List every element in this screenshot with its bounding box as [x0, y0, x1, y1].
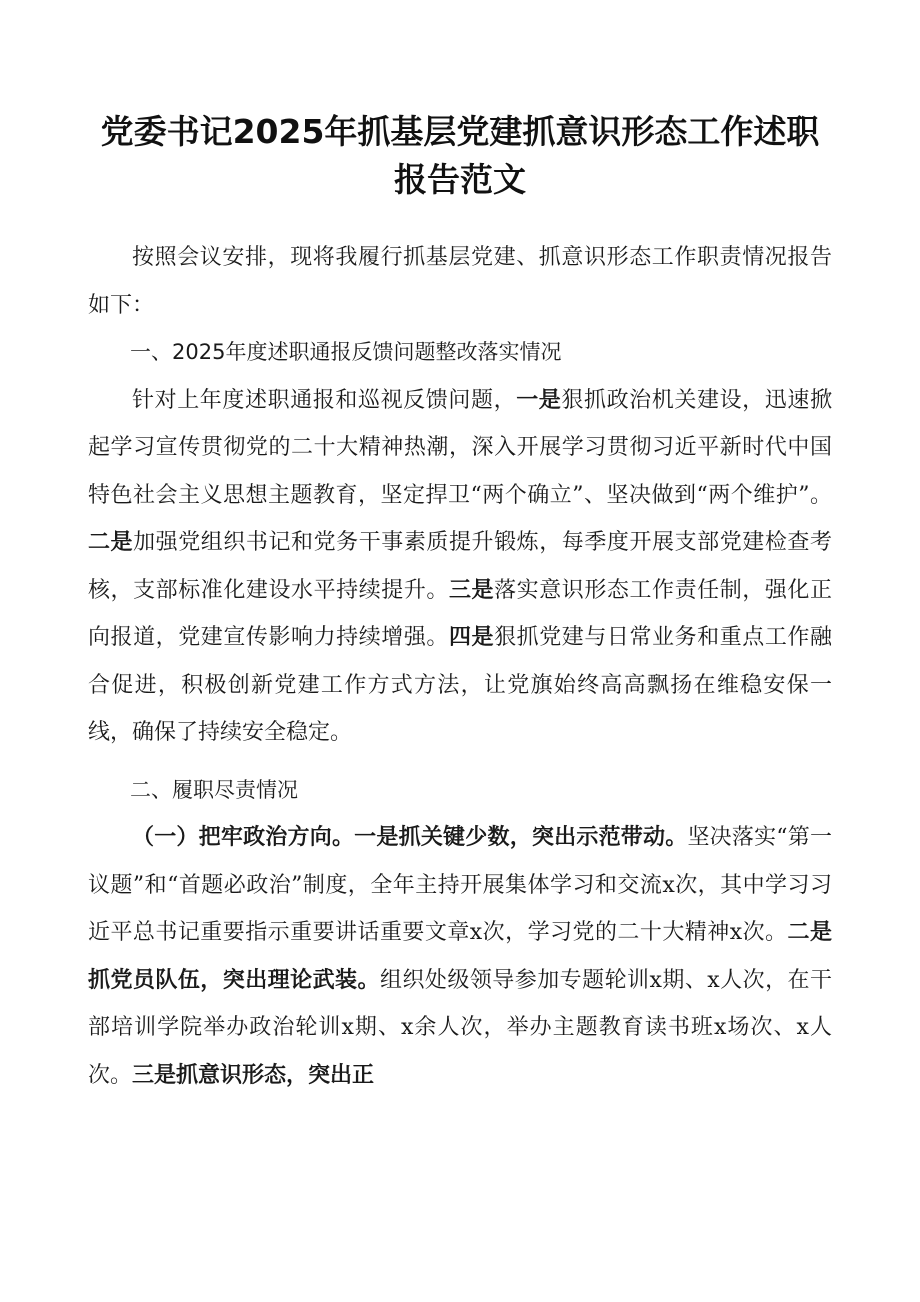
section-1-heading: 一、2025年度述职通报反馈问题整改落实情况 [130, 340, 562, 364]
para-text: 落实意识形态工作责任制，强化正向报道，党建宣传影响力持续增强。 [88, 577, 832, 650]
section-2-heading: 二、履职尽责情况 [130, 777, 298, 802]
document-title [88, 108, 832, 204]
title-line-2: 报告范文 [394, 160, 526, 199]
document-page [88, 108, 832, 1099]
para-text: 加强党组织书记和党务干事素质提升锻炼，每季度开展支部党建检查考核，支部标准化建设水平持续提升。 [88, 530, 832, 603]
para-text: 狠抓政治机关建设，迅速掀起学习宣传贯彻党的二十大精神热潮，深入开展学习贯彻习近平新时代中国特色社会主义思想主题教育，坚定捍卫“两个确立”、坚决做到“两个维护”。 [88, 387, 832, 508]
para-text: 狠抓党建与日常业务和重点工作融合促进，积极创新党建工作方式方法，让党旗始终高高飘扬在维稳安保一线，确保了持续安全稳定。 [88, 625, 832, 745]
keyword-sanshi-ideology: 三是抓意识形态，突出正 [132, 1062, 375, 1088]
section-2-paragraph [88, 814, 832, 1099]
section-1-paragraph [88, 377, 832, 757]
para-text: 针对上年度述职通报和巡视反馈问题， [132, 387, 517, 413]
title-line-1: 党委书记2025年抓基层党建抓意识形态工作述职 [100, 112, 820, 151]
keyword-yishi: 一是 [516, 387, 562, 413]
subsection-1-title: （一）把牢政治方向。一是抓关键少数，突出示范带动。 [132, 825, 688, 850]
keyword-ershi-party-members: 二是抓党员队伍，突出理论武装。 [88, 920, 832, 993]
keyword-sanshi: 三是 [448, 577, 495, 603]
para-text: 坚决落实“第一议题”和“首题必政治”制度，全年主持开展集体学习和交流x次，其中学习习近平总书记重要指示重要讲话重要文章x次，学习党的二十大精神x次。 [88, 825, 832, 945]
intro-paragraph: 按照会议安排，现将我履行抓基层党建、抓意识形态工作职责情况报告如下： [88, 245, 832, 318]
para-text: 组织处级领导参加专题轮训x期、x人次，在干部培训学院举办政治轮训x期、x余人次，举办主题教育读书班x场次、x人次。 [88, 967, 832, 1088]
keyword-ershi: 二是 [88, 530, 134, 555]
keyword-sishi: 四是 [448, 625, 495, 650]
